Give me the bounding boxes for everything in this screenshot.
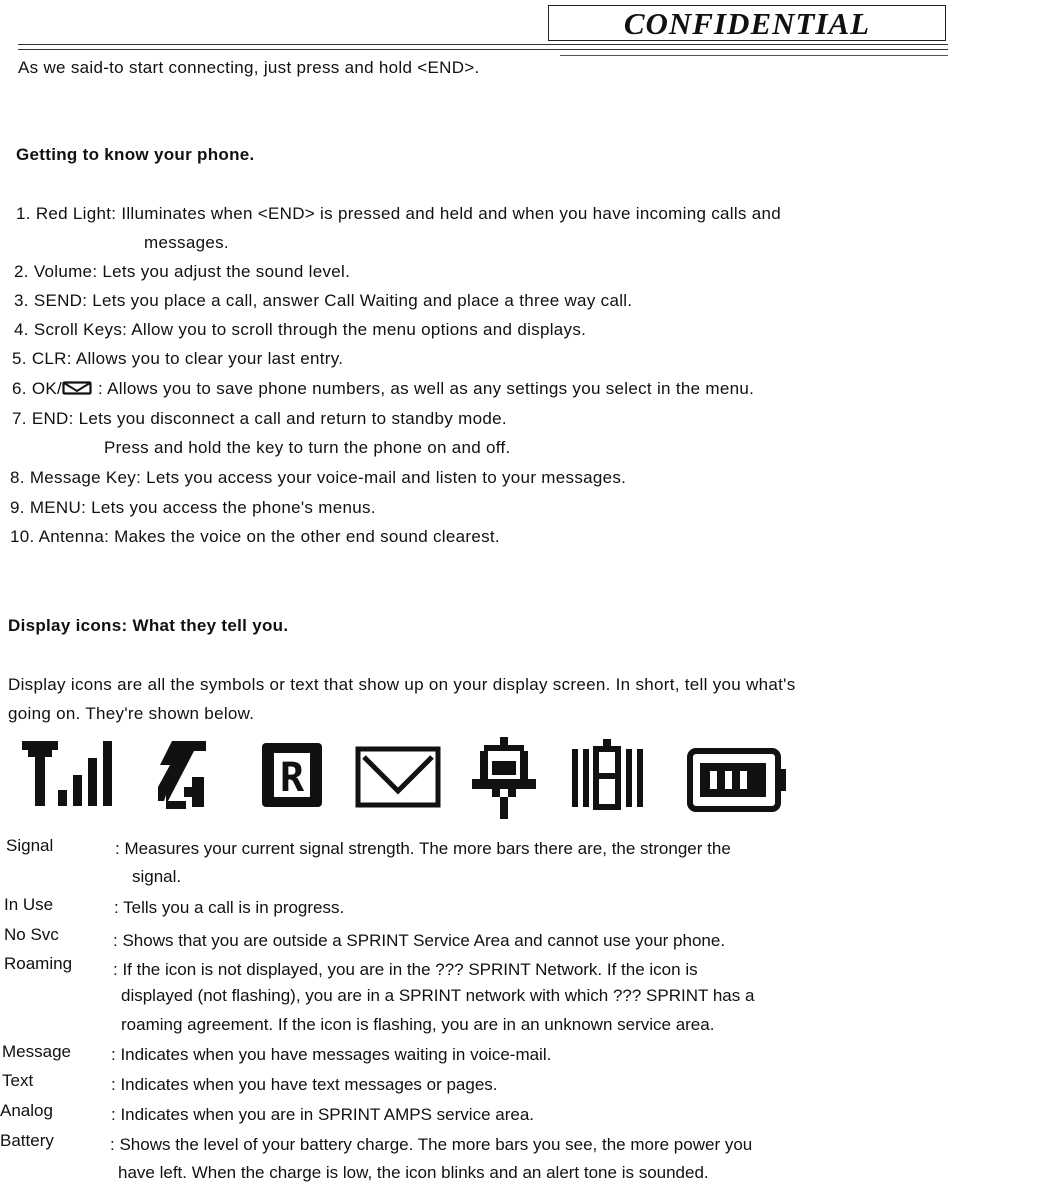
- display-intro-line1: Display icons are all the symbols or text that show up on your display screen. In short, tell you what's: [8, 675, 796, 694]
- item-text: Red Light: Illuminates when <END> is pressed and held and when you have incoming calls and: [35, 204, 782, 223]
- item-number: 8.: [10, 468, 25, 487]
- item-number: 3.: [14, 291, 29, 310]
- item-text: SEND: Lets you place a call, answer Call Waiting and place a three way call.: [33, 291, 633, 310]
- definition-roaming-line2: displayed (not flashing), you are in a SPRINT network with which ??? SPRINT has a: [121, 986, 755, 1005]
- item-text: MENU: Lets you access the phone's menus.: [29, 498, 376, 517]
- header-rule-bottom: [18, 49, 948, 50]
- item-text: CLR: Allows you to clear your last entry.: [31, 349, 344, 368]
- definition-message: : Indicates when you have messages waiting in voice-mail.: [111, 1045, 552, 1064]
- battery-icon: [690, 751, 786, 809]
- item-text: Message Key: Lets you access your voice-mail and listen to your messages.: [29, 468, 627, 487]
- item-text-continued: Press and hold the key to turn the phone on and off.: [104, 438, 511, 457]
- term-text: Text: [2, 1071, 34, 1090]
- term-no-svc: No Svc: [4, 925, 59, 944]
- roaming-icon: [262, 743, 322, 807]
- item-number: 5.: [12, 349, 27, 368]
- list-item: [14, 320, 586, 340]
- item-number: 4.: [14, 320, 29, 339]
- term-analog: Analog: [0, 1101, 53, 1120]
- message-icon: [358, 749, 438, 805]
- in-use-icon: [158, 741, 206, 809]
- list-item: [10, 527, 500, 547]
- ok-key-label: OK/: [31, 379, 62, 398]
- confidential-stamp: [548, 5, 946, 41]
- term-roaming: Roaming: [4, 954, 73, 973]
- definition-battery-line1: : Shows the level of your battery charge. The more bars you see, the more power you: [110, 1135, 753, 1154]
- item-number: 6.: [12, 379, 27, 398]
- display-intro-line2: going on. They're shown below.: [8, 704, 255, 723]
- item-text: Scroll Keys: Allow you to scroll through the menu options and displays.: [33, 320, 587, 339]
- definition-roaming-line3: roaming agreement. If the icon is flashing, you are in an unknown service area.: [121, 1015, 715, 1034]
- display-icons-row: [22, 735, 802, 825]
- item-text: : Allows you to save phone numbers, as well as any settings you select in the menu.: [98, 379, 755, 398]
- item-number: 10.: [10, 527, 35, 546]
- header-rule-top: [18, 44, 948, 45]
- term-message: Message: [2, 1042, 71, 1061]
- list-item: [10, 498, 376, 518]
- list-item: [14, 262, 350, 282]
- definition-battery-line2: have left. When the charge is low, the icon blinks and an alert tone is sounded.: [118, 1163, 709, 1182]
- list-item: [14, 291, 632, 311]
- item-text: Volume: Lets you adjust the sound level.: [33, 262, 351, 281]
- svg-text:R: R: [279, 755, 305, 801]
- definition-roaming-line1: : If the icon is not displayed, you are in the ??? SPRINT Network. If the icon is: [113, 960, 698, 979]
- section-title-know-phone: Getting to know your phone.: [16, 145, 255, 164]
- item-number: 9.: [10, 498, 25, 517]
- definition-no-svc: : Shows that you are outside a SPRINT Service Area and cannot use your phone.: [113, 931, 726, 950]
- definition-analog: : Indicates when you are in SPRINT AMPS service area.: [111, 1105, 534, 1124]
- list-item: [12, 379, 754, 399]
- definition-text: : Indicates when you have text messages or pages.: [111, 1075, 498, 1094]
- list-item: [16, 204, 781, 224]
- item-number: 1.: [16, 204, 31, 223]
- list-item: [10, 468, 626, 488]
- item-number: 2.: [14, 262, 29, 281]
- item-text: Antenna: Makes the voice on the other end sound clearest.: [38, 527, 500, 546]
- item-text-continued: messages.: [144, 233, 229, 252]
- list-item: [12, 349, 343, 369]
- signal-icon: [22, 741, 112, 806]
- section-title-display-icons: Display icons: What they tell you.: [8, 616, 289, 635]
- term-in-use: In Use: [4, 895, 54, 914]
- list-item: [12, 409, 507, 429]
- header-rule-thin: [560, 55, 948, 56]
- term-signal: Signal: [6, 836, 54, 855]
- definition-signal-line2: signal.: [132, 867, 182, 886]
- definition-in-use: : Tells you a call is in progress.: [114, 898, 345, 917]
- item-number: 7.: [12, 409, 27, 428]
- item-text: END: Lets you disconnect a call and return to standby mode.: [31, 409, 507, 428]
- analog-icon: [572, 739, 643, 807]
- confidential-label: CONFIDENTIAL: [623, 6, 871, 41]
- text-icon: [472, 737, 536, 819]
- term-battery: Battery: [0, 1131, 54, 1150]
- envelope-icon: [62, 381, 92, 395]
- intro-text: As we said-to start connecting, just press and hold <END>.: [18, 58, 480, 77]
- definition-signal-line1: : Measures your current signal strength. The more bars there are, the stronger the: [115, 839, 731, 858]
